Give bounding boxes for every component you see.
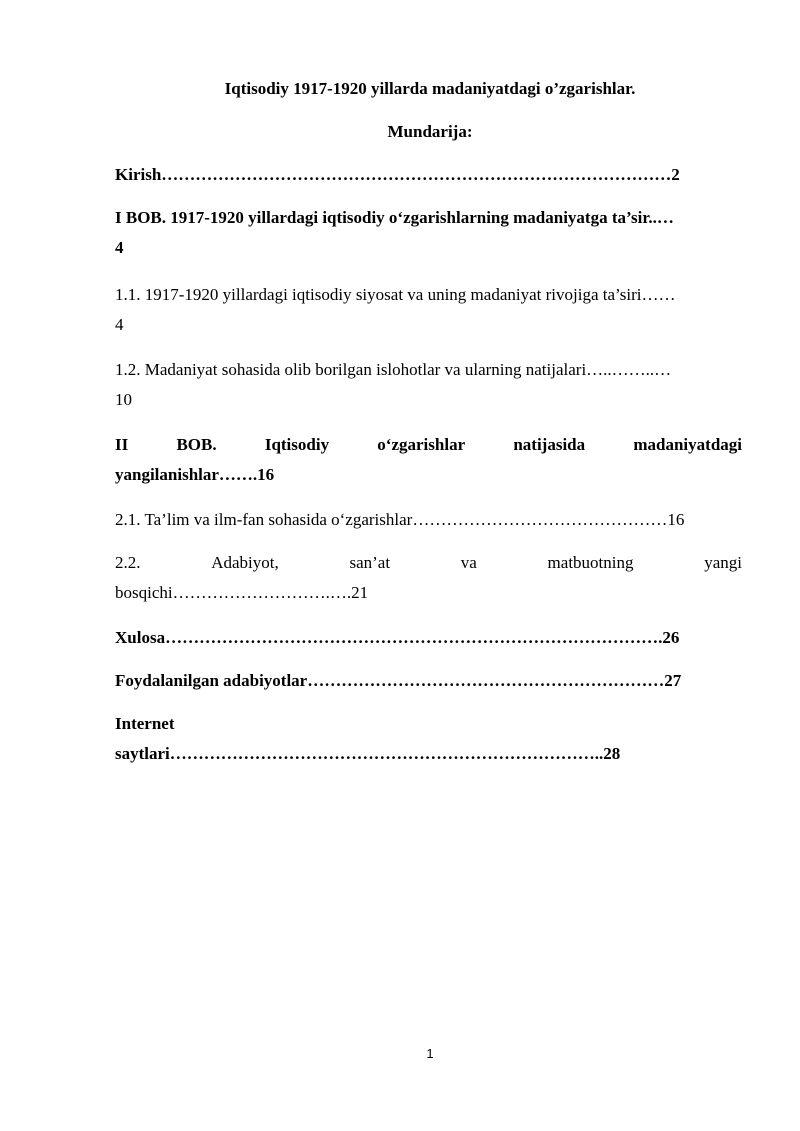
- toc-word: madaniyatdagi: [633, 435, 742, 454]
- toc-entry-xulosa: [115, 623, 742, 653]
- toc-entry-text: 1.1. 1917-1920 yillardagi iqtisodiy siyosat va uning madaniyat rivojiga ta’siri……: [115, 285, 676, 304]
- toc-entry-text: Kirish………………………………………………………………………………2: [115, 165, 680, 184]
- toc-entry-text: I BOB. 1917-1920 yillardagi iqtisodiy o‘zgarishlarning madaniyatga ta’sir..…: [115, 208, 674, 227]
- toc-entry-page: 4: [115, 315, 124, 334]
- toc-entry-bob2: [115, 430, 742, 490]
- toc-word: natijasida: [513, 435, 586, 454]
- toc-entry-text: 1.2. Madaniyat sohasida olib borilgan islohotlar va ularning natijalari…..……..…: [115, 360, 672, 379]
- page-number: 1: [426, 1046, 434, 1061]
- toc-word: o‘zgarishlar: [377, 435, 466, 454]
- toc-word: matbuotning: [547, 553, 634, 572]
- toc-entry-foydalanilgan: [115, 666, 742, 696]
- toc-entry-bob1: [115, 203, 742, 263]
- toc-entry-kirish: [115, 160, 742, 190]
- toc-entry-text: 2.1. Ta’lim va ilm-fan sohasida o‘zgarishlar………………………………………16: [115, 510, 685, 529]
- toc-entry-1-2: [115, 355, 742, 415]
- toc-entry-page: 10: [115, 390, 132, 409]
- toc-heading: Mundarija:: [387, 122, 473, 141]
- toc-entry-internet: [115, 709, 742, 769]
- toc-entry-page: saytlari…………………………………………………………………..28: [115, 744, 621, 763]
- toc-entry-text: Xulosa…………………………………………………………………………….26: [115, 628, 680, 647]
- toc-word: san’at: [349, 553, 391, 572]
- toc-entry-text: Foydalanilgan adabiyotlar………………………………………………………27: [115, 671, 682, 690]
- toc-word: yangi: [704, 553, 742, 572]
- toc-entry-page: 4: [115, 238, 124, 257]
- toc-word: 2.2.: [115, 553, 141, 572]
- toc-entry-text: [115, 430, 742, 460]
- toc-entry-2-2: [115, 548, 742, 608]
- toc-word: Adabiyot,: [211, 553, 279, 572]
- toc-entry-1-1: [115, 280, 742, 340]
- toc-entry-text: Internet: [115, 714, 175, 733]
- toc-entry-page: bosqichi……………………….….21: [115, 583, 369, 602]
- toc-entry-2-1: [115, 505, 742, 535]
- toc-entry-text: [115, 548, 742, 578]
- toc-word: va: [460, 553, 477, 572]
- toc-entry-page: yangilanishlar…….16: [115, 465, 275, 484]
- toc-word: Iqtisodiy: [264, 435, 330, 454]
- document-title: Iqtisodiy 1917-1920 yillarda madaniyatdagi o’zgarishlar.: [224, 79, 636, 98]
- toc-word: BOB.: [176, 435, 217, 454]
- toc-word: II: [115, 435, 129, 454]
